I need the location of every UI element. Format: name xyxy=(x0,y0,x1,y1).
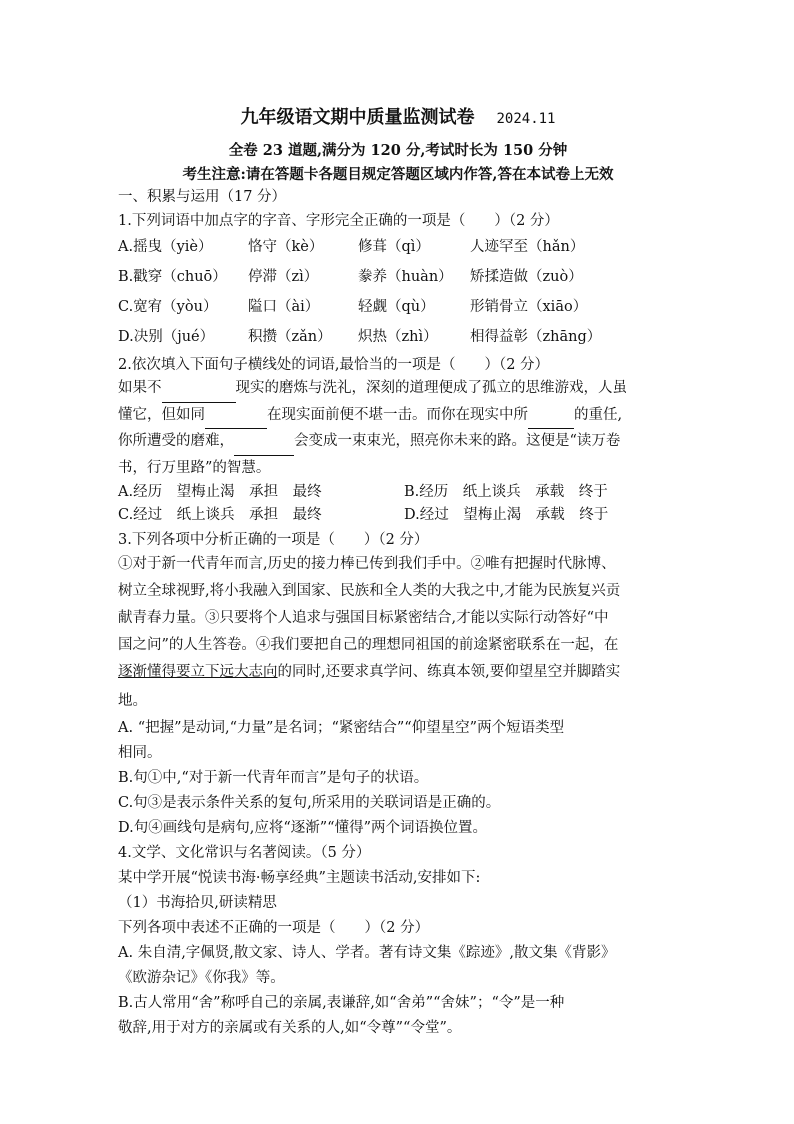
question-1-stem: 1.下列词语中加点字的字音、字形完全正确的一项是（ ）（2 分） xyxy=(118,213,559,229)
q2-text-3a: 你所遭受的磨难， xyxy=(118,433,234,449)
q3-underlined-sentence: 逐渐懂得要立下远大志向 xyxy=(118,664,278,680)
q3-passage xyxy=(118,551,678,716)
q4-option-b-1: B.古人常用“舍”称呼自己的亲属,表谦辞,如“舍弟”“舍妹”；“令”是一种 xyxy=(118,995,565,1011)
q3-option-b: B.句①中,“对于新一代青年而言”是句子的状语。 xyxy=(118,770,429,786)
q2-passage xyxy=(118,376,678,481)
q3-line-1: ①对于新一代青年而言,历史的接力棒已传到我们手中。②唯有把握时代脉博、 xyxy=(118,556,616,572)
q2-text-4: 书，行万里路”的智慧。 xyxy=(118,459,271,476)
q1-c-4: 形销骨立（xiāo） xyxy=(470,299,588,315)
q2-text-3b: 会变成一束束光，照亮你未来的路。这便是“读万卷 xyxy=(294,433,621,449)
q1-c-1: C.宽宥（yòu） xyxy=(118,299,218,315)
title-text: 九年级语文期中质量监测试卷 xyxy=(240,107,475,128)
q1-d-1: D.决别（jué） xyxy=(118,329,215,345)
q1-c-3: 轻觑（qù） xyxy=(358,299,435,315)
q2-option-c: C.经过 纸上谈兵 承担 最终 xyxy=(118,507,322,523)
q1-a-4: 人迹罕至（hǎn） xyxy=(470,239,585,255)
exam-date: 2024.11 xyxy=(496,111,556,127)
q2-text-1b: 现实的磨炼与洗礼，深刻的道理便成了孤立的思维游戏，人虽 xyxy=(235,380,627,396)
q4-option-a-1: A. 朱自清,字佩贤,散文家、诗人、学者。著有诗文集《踪迹》,散文集《背影》 xyxy=(118,945,616,961)
section-heading: 一、积累与运用（17 分） xyxy=(118,189,287,205)
q2-blank-1 xyxy=(162,376,236,403)
q1-row-c xyxy=(118,292,678,322)
q4-intro: 某中学开展“悦读书海·畅享经典”主题读书活动,安排如下: xyxy=(118,870,481,886)
q1-b-2: 停滞（zì） xyxy=(248,269,319,285)
q1-row-a xyxy=(118,232,678,262)
q1-a-3: 修葺（qì） xyxy=(358,239,430,255)
q2-option-d: D.经过 望梅止渴 承载 终于 xyxy=(404,507,609,523)
q1-a-1: A.摇曳（yiè） xyxy=(118,239,213,255)
q1-c-2: 隘口（ài） xyxy=(248,299,320,315)
q2-blank-2 xyxy=(205,403,267,430)
q3-option-d: D.句④画线句是病句,应将“逐渐”“懂得”两个词语换位置。 xyxy=(118,820,487,836)
question-4-stem: 4.文学、文化常识与名著阅读。（5 分） xyxy=(118,845,371,861)
q2-text-1a: 如果不 xyxy=(118,380,162,396)
q1-d-3: 炽热（zhì） xyxy=(358,329,438,345)
q4-option-a-2: 《欧游杂记》《你我》等。 xyxy=(118,970,285,986)
question-3-stem: 3.下列各项中分析正确的一项是（ ）（2 分） xyxy=(118,532,429,548)
q2-options-ab xyxy=(118,481,678,504)
q4-option-b-2: 敬辞,用于对方的亲属或有关系的人,如“令尊”“令堂”。 xyxy=(118,1020,462,1036)
q2-text-2a: 懂它，但如同 xyxy=(118,406,205,423)
q2-blank-3 xyxy=(528,403,574,430)
q1-a-2: 恪守（kè） xyxy=(248,239,324,255)
q4-sub-stem: 下列各项中表述不正确的一项是（ ）（2 分） xyxy=(118,920,430,936)
q1-b-4: 矫揉造做（zuò） xyxy=(470,269,583,285)
q2-text-2b: 在现实面前便不堪一击。而你在现实中所 xyxy=(267,406,528,423)
exam-title xyxy=(118,104,678,133)
q1-d-2: 积攒（zǎn） xyxy=(248,329,332,345)
q3-line-4: 国之问”的人生答卷。④我们要把自己的理想同祖国的前途紧密联系在一起，在 xyxy=(118,637,619,653)
q1-b-1: B.戳穿（chuō） xyxy=(118,269,227,285)
q3-line-3: 献青春力量。③只要将个人追求与强国目标紧密结合,才能以实际行动答好“中 xyxy=(118,610,609,626)
q3-line-2: 树立全球视野,将小我融入到国家、民族和全人类的大我之中,才能为民族复兴贡 xyxy=(118,583,621,599)
q2-option-b: B.经历 纸上谈兵 承载 终于 xyxy=(404,484,608,500)
q3-option-a-1: A. “把握”是动词,“力量”是名词；“紧密结合”“仰望星空”两个短语类型 xyxy=(118,720,565,736)
exam-notice: 考生注意:请在答题卡各题目规定答题区域内作答,答在本试卷上无效 xyxy=(182,166,614,183)
q2-text-2c: 的重任, xyxy=(574,406,623,423)
q2-blank-4 xyxy=(234,429,294,456)
exam-page xyxy=(118,104,678,1041)
exam-subtitle: 全卷 23 道题,满分为 120 分,考试时长为 150 分钟 xyxy=(228,142,568,159)
q1-row-b xyxy=(118,262,678,292)
q3-line-6: 地。 xyxy=(118,693,147,709)
q1-row-d xyxy=(118,322,678,352)
q2-option-a: A.经历 望梅止渴 承担 最终 xyxy=(118,484,322,500)
q1-b-3: 豢养（huàn） xyxy=(358,269,453,285)
q1-d-4: 相得益彰（zhāng） xyxy=(470,329,602,345)
q4-part-1: （1）书海拾贝,研读精思 xyxy=(118,895,277,911)
q3-option-c: C.句③是表示条件关系的复句,所采用的关联词语是正确的。 xyxy=(118,795,501,811)
q3-line-5: 的同时,还要求真学问、练真本领,要仰望星空并脚踏实 xyxy=(277,664,621,680)
question-2-stem: 2.依次填入下面句子横线处的词语,最恰当的一项是（ ）（2 分） xyxy=(118,357,550,373)
q2-options-cd xyxy=(118,504,678,527)
q3-option-a-2: 相同。 xyxy=(118,745,162,761)
